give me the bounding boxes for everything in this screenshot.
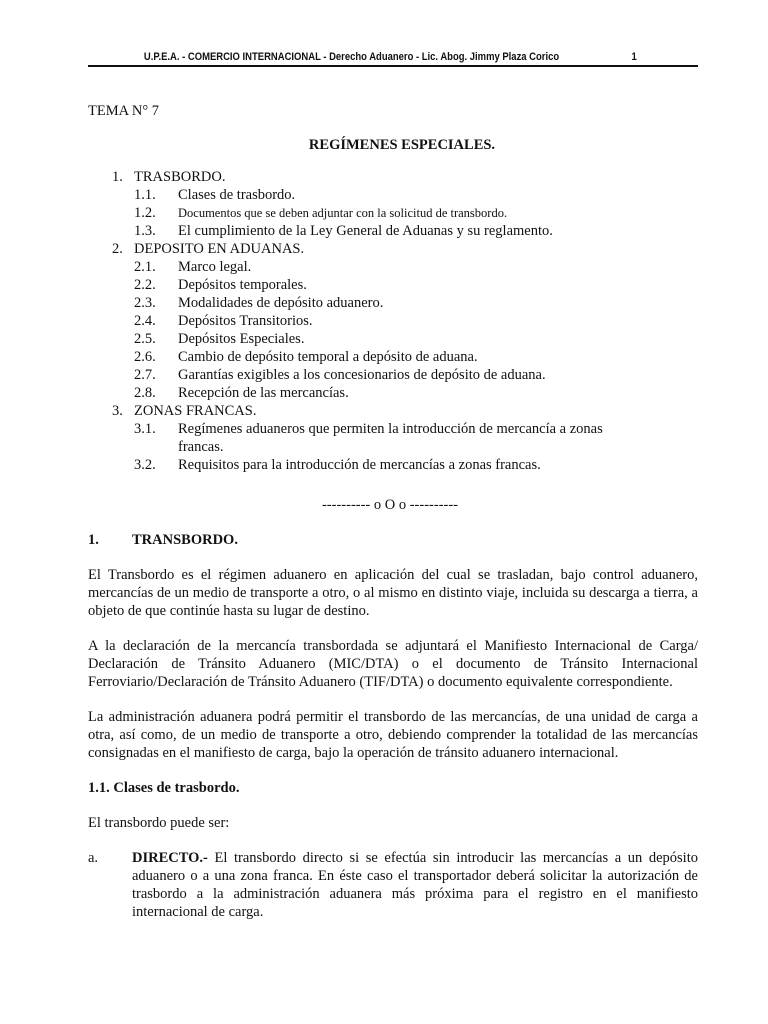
paragraph: La administración aduanera podrá permitir el transbordo de las mercancías, de una unidad de carga a otra, así como, de un medio de transporte a otro, debiendo comprender la totalidad de las mercancías consignadas en el manifiesto de carga, bajo la operación de tránsito aduanero internacional. bbox=[88, 709, 698, 761]
toc-subitem bbox=[134, 330, 628, 348]
item-term: DIRECTO.- bbox=[132, 850, 208, 866]
section-separator: ---------- o O o ---------- bbox=[321, 497, 459, 513]
paragraph: A la declaración de la mercancía transbordada se adjuntará el Manifiesto Internacional de Carga/ Declaración de Tránsito Aduanero (MIC/DTA) o el documento de Tránsito Internacional Ferroviario/Declaración de Tránsito Aduanero (TIF/DTA) o documento equivalente correspondiente. bbox=[88, 638, 698, 690]
toc-number: 3.2. bbox=[134, 457, 156, 473]
header-rule bbox=[88, 65, 698, 67]
item-letter: a. bbox=[88, 850, 99, 866]
toc-label: Marco legal. bbox=[178, 259, 252, 275]
toc-item bbox=[112, 240, 628, 258]
section-number: 1. bbox=[88, 532, 99, 548]
toc-subitem bbox=[134, 456, 628, 474]
toc-number: 1.3. bbox=[134, 223, 156, 239]
toc-subitem bbox=[134, 276, 628, 294]
toc-subitem bbox=[134, 384, 628, 402]
toc-label: Regímenes aduaneros que permiten la introducción de mercancía a zonas francas. bbox=[178, 421, 603, 455]
toc-label: ZONAS FRANCAS. bbox=[134, 403, 257, 419]
toc-number: 2.5. bbox=[134, 331, 156, 347]
toc-label: Depósitos Transitorios. bbox=[178, 313, 313, 329]
toc-subitem bbox=[134, 294, 628, 312]
toc-subitem bbox=[134, 420, 628, 456]
toc-number: 2. bbox=[112, 241, 123, 257]
toc-number: 2.8. bbox=[134, 385, 156, 401]
toc-number: 2.6. bbox=[134, 349, 156, 365]
paragraph: El transbordo puede ser: bbox=[88, 815, 230, 831]
toc-number: 3. bbox=[112, 403, 123, 419]
toc-item bbox=[112, 402, 628, 420]
toc-number: 2.3. bbox=[134, 295, 156, 311]
toc-label: El cumplimiento de la Ley General de Aduanas y su reglamento. bbox=[178, 223, 553, 239]
toc-label: Garantías exigibles a los concesionarios de depósito de aduana. bbox=[178, 367, 546, 383]
subsection-heading: 1.1. Clases de trasbordo. bbox=[88, 780, 240, 796]
toc-label: DEPOSITO EN ADUANAS. bbox=[134, 241, 305, 257]
toc-subitem bbox=[134, 204, 628, 222]
item-text: El transbordo directo si se efectúa sin introducir las mercancías a un depósito aduanero o a una zona franca. En éste caso el transportador deberá solicitar la autorización de trasbordo a la administración aduanera más próxima para el registro en el manifiesto internacional de carga. bbox=[132, 850, 698, 920]
toc-label: Depósitos Especiales. bbox=[178, 331, 305, 347]
toc-number: 1.2. bbox=[134, 205, 156, 221]
toc-label: Recepción de las mercancías. bbox=[178, 385, 349, 401]
topic-label: TEMA N° 7 bbox=[88, 103, 160, 119]
toc-subitem bbox=[134, 312, 628, 330]
header-title: U.P.E.A. - COMERCIO INTERNACIONAL - Derecho Aduanero - Lic. Abog. Jimmy Plaza Corico bbox=[143, 51, 560, 63]
toc-subitem bbox=[134, 258, 628, 276]
document-title: REGÍMENES ESPECIALES. bbox=[308, 137, 496, 153]
paragraph: El Transbordo es el régimen aduanero en aplicación del cual se trasladan, bajo control aduanero, mercancías de un medio de transporte a otro, o al mismo en distinto viaje, incluida su descarga a tierra, a objeto de que continúe hasta su lugar de destino. bbox=[88, 567, 698, 619]
page-number: 1 bbox=[631, 51, 637, 63]
toc-subitem bbox=[134, 348, 628, 366]
toc-label: Cambio de depósito temporal a depósito de aduana. bbox=[178, 349, 478, 365]
toc-subitem bbox=[134, 186, 628, 204]
toc-label: Documentos que se deben adjuntar con la solicitud de transbordo. bbox=[178, 206, 508, 220]
section-title: TRANSBORDO. bbox=[132, 532, 238, 548]
section-heading bbox=[88, 531, 698, 549]
toc-item bbox=[112, 168, 628, 186]
toc-label: Depósitos temporales. bbox=[178, 277, 307, 293]
toc-number: 2.2. bbox=[134, 277, 156, 293]
toc-subitem bbox=[134, 366, 628, 384]
toc-label: Modalidades de depósito aduanero. bbox=[178, 295, 384, 311]
toc-label: Clases de trasbordo. bbox=[178, 187, 296, 203]
list-item bbox=[88, 849, 698, 921]
main-content bbox=[88, 531, 698, 921]
toc-number: 1. bbox=[112, 169, 123, 185]
toc-label: Requisitos para la introducción de mercancías a zonas francas. bbox=[178, 457, 541, 473]
item-body bbox=[132, 849, 698, 921]
table-of-contents bbox=[112, 168, 628, 474]
toc-number: 2.7. bbox=[134, 367, 156, 383]
toc-number: 1.1. bbox=[134, 187, 156, 203]
toc-subitem bbox=[134, 222, 628, 240]
toc-number: 3.1. bbox=[134, 421, 156, 437]
toc-label: TRASBORDO. bbox=[134, 169, 226, 185]
toc-number: 2.4. bbox=[134, 313, 156, 329]
toc-number: 2.1. bbox=[134, 259, 156, 275]
